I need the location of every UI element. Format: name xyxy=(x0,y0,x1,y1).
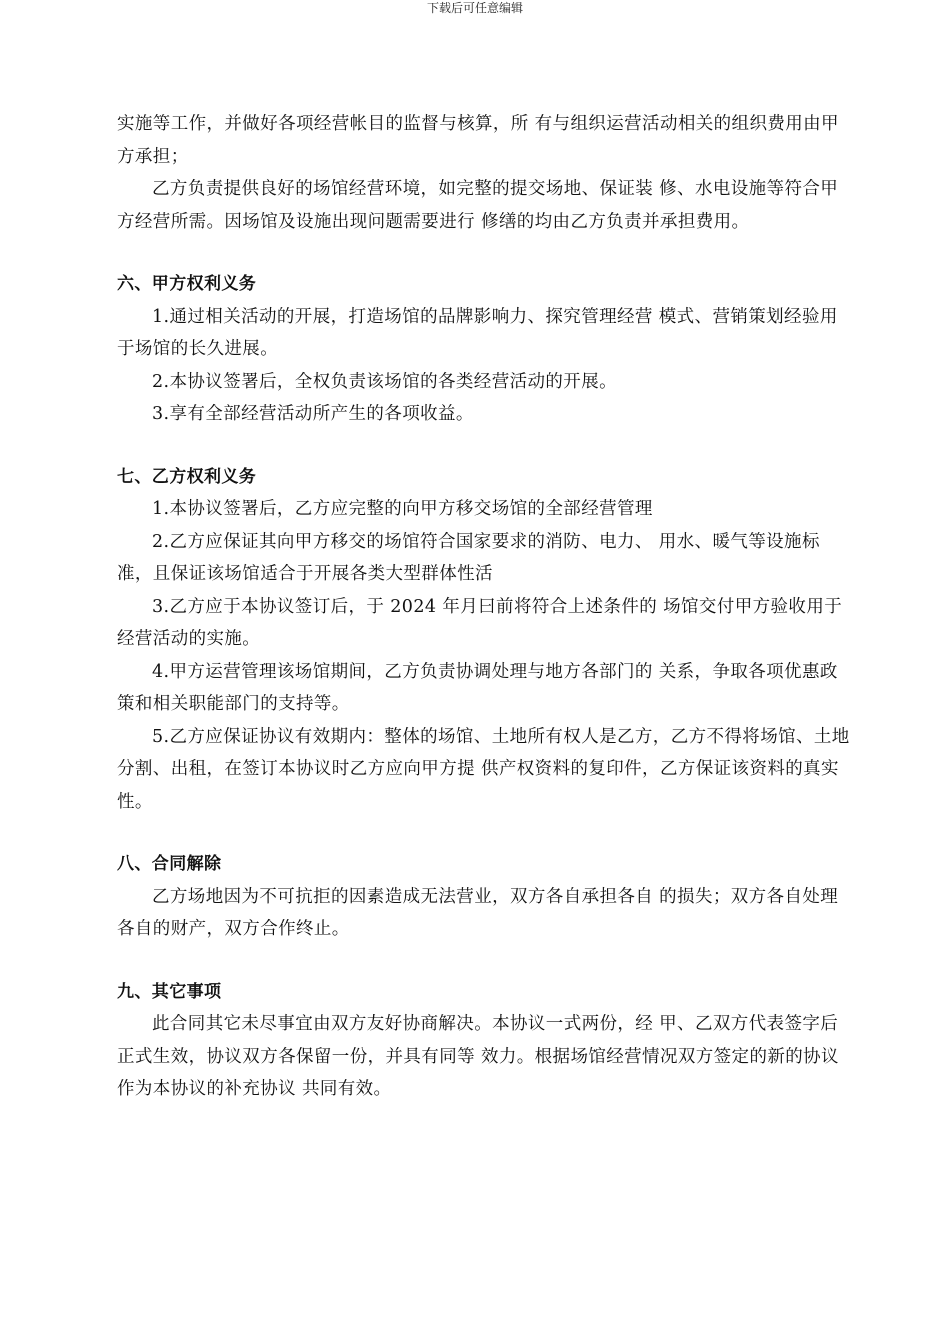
page-header: 下载后可任意编辑 xyxy=(426,1,523,15)
list-item: 乙方场地因为不可抗拒的因素造成无法营业，双方各自承担各自 的损失；双方各自处理各自的财产，双方合作终止。 xyxy=(117,886,839,939)
section-heading: 九、其它事项 xyxy=(117,981,222,1002)
list-item: 4.甲方运营管理该场馆期间，乙方负责协调处理与地方各部门的 关系，争取各项优惠政策和相关职能部门的支持等。 xyxy=(117,661,838,714)
list-item: 5.乙方应保证协议有效期内：整体的场馆、土地所有权人是乙方，乙方不得将场馆、土地分割、出租，在签订本协议时乙方应向甲方提 供产权资料的复印件，乙方保证该资料的真实性。 xyxy=(117,726,850,812)
section-heading: 七、乙方权利义务 xyxy=(117,466,257,487)
section-heading: 八、合同解除 xyxy=(117,854,222,874)
list-item: 3.享有全部经营活动所产生的各项收益。 xyxy=(152,404,474,424)
section-6 xyxy=(117,268,852,431)
section-9 xyxy=(117,976,852,1106)
section-7 xyxy=(117,461,852,819)
intro-paragraph-2: 乙方负责提供良好的场馆经营环境，如完整的提交场地、保证装 修、水电设施等符合甲方经营所需。因场馆及设施出现问题需要进行 修缮的均由乙方负责并承担费用。 xyxy=(117,179,839,232)
list-item: 1.通过相关活动的开展，打造场馆的品牌影响力、探究管理经营 模式、营销策划经验用于场馆的长久进展。 xyxy=(117,306,838,359)
list-item: 3.乙方应于本协议签订后，于 2024 年月曰前将符合上述条件的 场馆交付甲方验收用于经营活动的实施。 xyxy=(117,596,843,649)
list-item: 1.本协议签署后，乙方应完整的向甲方移交场馆的全部经营管理 xyxy=(152,499,653,519)
section-8 xyxy=(117,848,852,946)
list-item: 2.本协议签署后，全权负责该场馆的各类经营活动的开展。 xyxy=(152,371,617,392)
list-item: 2.乙方应保证其向甲方移交的场馆符合国家要求的消防、电力、 用水、暖气等设施标准，且保证该场馆适合于开展各类大型群体性活 xyxy=(117,531,820,584)
intro-paragraph-1: 实施等工作，并做好各项经营帐目的监督与核算，所 有与组织运营活动相关的组织费用由甲方承担； xyxy=(117,114,839,167)
document-body xyxy=(117,108,852,1106)
section-heading: 六、甲方权利义务 xyxy=(117,274,257,294)
list-item: 此合同其它未尽事宜由双方友好协商解决。本协议一式两份，经 甲、乙双方代表签字后正式生效，协议双方各保留一份，并具有同等 效力。根据场馆经营情况双方签定的新的协议作为本协议的补充协议 共同有效。 xyxy=(117,1014,839,1099)
